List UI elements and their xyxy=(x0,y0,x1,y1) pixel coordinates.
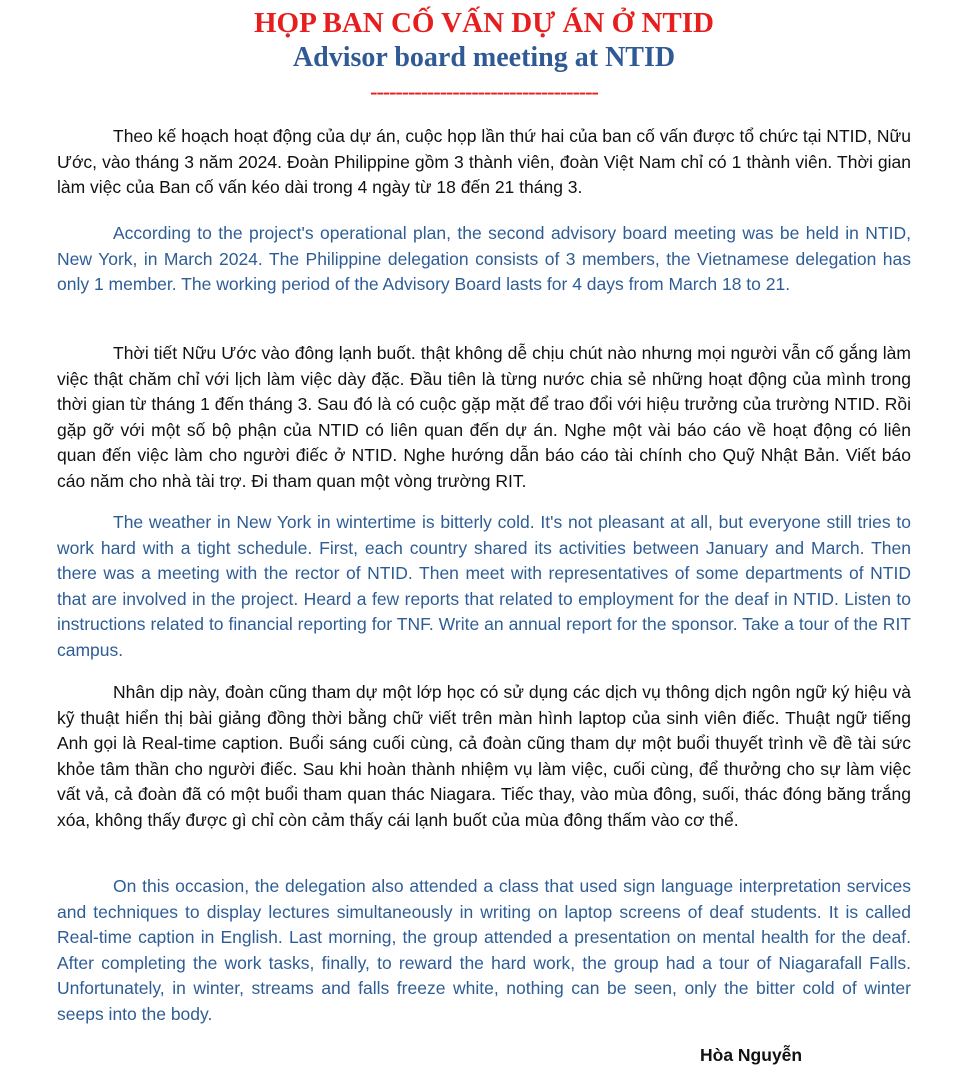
paragraph-en-1: According to the project's operational plan, the second advisory board meeting was be held in NTID, New York, in March 2024. The Philippine delegation consists of 3 members, the Vietnamese delegation has only 1 member. The working period of the Advisory Board lasts for 4 days from March 18 to 21. xyxy=(57,223,911,295)
title-vietnamese: HỌP BAN CỐ VẤN DỰ ÁN Ở NTID xyxy=(254,7,714,39)
paragraph-vi-3: Nhân dịp này, đoàn cũng tham dự một lớp học có sử dụng các dịch vụ thông dịch ngôn ngữ ký hiệu và kỹ thuật hiển thị bài giảng đồng thời bằng chữ viết trên màn hình laptop của sinh viên điếc. Thuật ngữ tiếng Anh gọi là Real-time caption. Buổi sáng cuối cùng, cả đoàn cũng tham dự một buổi thuyết trình về đề tài sức khỏe tâm thần cho người điếc. Sau khi hoàn thành nhiệm vụ làm việc, cuối cùng, để thưởng cho sự làm việc vất vả, cả đoàn đã có một buổi tham quan thác Niagara. Tiếc thay, vào mùa đông, suối, thác đóng băng trắng xóa, không thấy được gì chỉ còn cảm thấy cái lạnh buốt của mùa đông thấm vào cơ thể. xyxy=(57,682,911,830)
paragraph-vi-1: Theo kế hoạch hoạt động của dự án, cuộc họp lần thứ hai của ban cố vấn được tổ chức tại NTID, Nữu Ước, vào tháng 3 năm 2024. Đoàn Philippine gồm 3 thành viên, đoàn Việt Nam chỉ có 1 thành viên. Thời gian làm việc của Ban cố vấn kéo dài trong 4 ngày từ 18 đến 21 tháng 3. xyxy=(57,126,911,198)
title-english: Advisor board meeting at NTID xyxy=(292,42,676,73)
paragraph-vi-2: Thời tiết Nữu Ước vào đông lạnh buốt. thật không dễ chịu chút nào nhưng mọi người vẫn cố gắng làm việc thật chăm chỉ với lịch làm việc dày đặc. Đầu tiên là từng nước chia sẻ những hoạt động của mình trong thời gian từ tháng 1 đến tháng 3. Sau đó là có cuộc gặp mặt để trao đổi với hiệu trưởng của trường NTID. Rồi gặp gỡ với một số bộ phận của NTID có liên quan đến dự án. Nghe một vài báo cáo về hoạt động có liên quan đến việc làm cho người điếc ở NTID. Nghe hướng dẫn báo cáo tài chính cho Quỹ Nhật Bản. Viết báo cáo năm cho nhà tài trợ. Đi tham quan một vòng trường RIT. xyxy=(57,343,911,491)
author-signature: Hòa Nguyễn xyxy=(700,1045,803,1065)
paragraph-en-2: The weather in New York in wintertime is bitterly cold. It's not pleasant at all, but everyone still tries to work hard with a tight schedule. First, each country shared its activities between January and March. Then there was a meeting with the rector of NTID. Then meet with representatives of some departments of NTID that are involved in the project. Heard a few reports that related to employment for the deaf in NTID. Listen to instructions related to financial reporting for TNF. Write an annual report for the sponsor. Take a tour of the RIT campus. xyxy=(57,512,911,660)
paragraph-en-3: On this occasion, the delegation also attended a class that used sign language interpretation services and techniques to display lectures simultaneously in writing on laptop screens of deaf students. It is called Real-time caption in English. Last morning, the group attended a presentation on mental health for the deaf. After completing the work tasks, finally, to reward the hard work, the group had a tour of Niagarafall Falls. Unfortunately, in winter, streams and falls freeze white, nothing can be seen, only the bitter cold of winter seeps into the body. xyxy=(57,876,911,1024)
title-divider: ------------------------------------ xyxy=(370,79,598,104)
